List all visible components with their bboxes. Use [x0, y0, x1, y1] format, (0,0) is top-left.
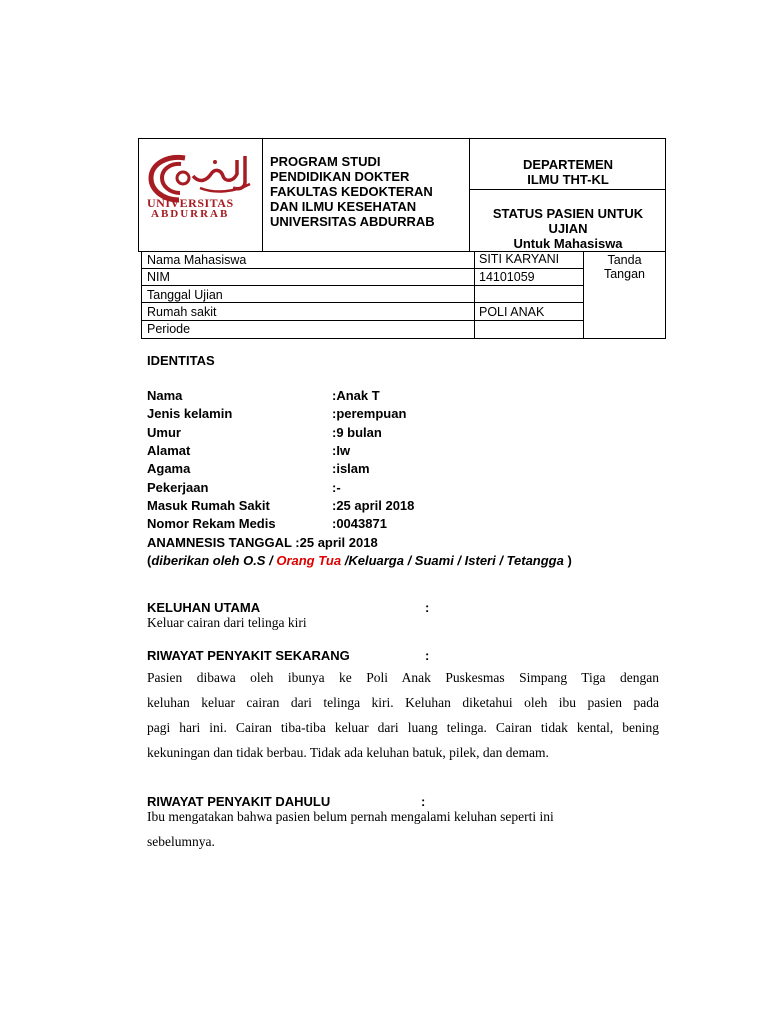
label-tanggal-ujian: Tanggal Ujian	[147, 288, 223, 302]
program-line: PENDIDIKAN DOKTER	[270, 169, 410, 184]
status-title	[470, 206, 666, 251]
value-nama-mahasiswa: SITI KARYANI	[479, 252, 560, 266]
field-value: :0043871	[332, 516, 387, 531]
signature-cell	[584, 253, 665, 281]
rpd-heading: RIWAYAT PENYAKIT DAHULU	[147, 794, 331, 809]
rps-line: kekuningan dan tidak berbau. Tidak ada keluhan batuk, pilek, dan demam.	[147, 745, 549, 760]
rps-line: pagi hari ini. Cairan tiba-tiba keluar dari luang telinga. Cairan tidak kental, bening	[147, 720, 659, 735]
logo-line-1: UNIVERSITAS	[147, 196, 234, 210]
field-label: Masuk Rumah Sakit	[147, 498, 270, 513]
paren-open: (	[147, 553, 152, 568]
signature-label: Tanda	[607, 253, 642, 267]
program-line: PROGRAM STUDI	[270, 154, 381, 169]
status-line: UJIAN	[548, 221, 588, 236]
program-line: UNIVERSITAS ABDURRAB	[270, 214, 435, 229]
source-text: diberikan oleh O.S /	[151, 553, 277, 568]
status-line: Untuk Mahasiswa	[513, 236, 623, 251]
field-label: Pekerjaan	[147, 480, 209, 495]
label-nim: NIM	[147, 270, 170, 284]
paren-close: )	[563, 553, 572, 568]
keluhan-utama-text: Keluar cairan dari telinga kiri	[147, 615, 307, 630]
field-label: Nomor Rekam Medis	[147, 516, 276, 531]
university-logo	[145, 150, 260, 220]
value-nim: 14101059	[479, 270, 535, 284]
keluhan-utama-heading: KELUHAN UTAMA	[147, 600, 261, 615]
program-line: FAKULTAS KEDOKTERAN	[270, 184, 433, 199]
value-rumah-sakit: POLI ANAK	[479, 305, 545, 319]
logo-line-2: ABDURRAB	[151, 208, 230, 220]
field-label: Umur	[147, 425, 181, 440]
program-line: DAN ILMU KESEHATAN	[270, 199, 417, 214]
signature-label: Tangan	[603, 267, 645, 281]
source-highlight: Orang Tua	[276, 553, 342, 568]
department-line: ILMU THT-KL	[527, 172, 609, 187]
label-rumah-sakit: Rumah sakit	[147, 305, 217, 319]
program-title	[270, 154, 435, 229]
field-value: :Iw	[332, 443, 351, 458]
rps-colon: :	[425, 648, 430, 663]
field-value: :Anak T	[332, 388, 380, 403]
rpd-line: Ibu mengatakan bahwa pasien belum pernah mengalami keluhan seperti ini	[147, 809, 554, 824]
field-value: :-	[332, 480, 341, 495]
field-label: Jenis kelamin	[147, 406, 233, 421]
field-value: :islam	[332, 461, 370, 476]
rps-heading: RIWAYAT PENYAKIT SEKARANG	[147, 648, 350, 663]
field-value: :9 bulan	[332, 425, 382, 440]
field-label: Alamat	[147, 443, 191, 458]
source-text: /Keluarga / Suami / Isteri / Tetangga	[341, 553, 564, 568]
anamnesis-date: ANAMNESIS TANGGAL :25 april 2018	[147, 535, 378, 550]
field-label: Agama	[147, 461, 191, 476]
rpd-line: sebelumnya.	[147, 834, 215, 849]
field-value: :25 april 2018	[332, 498, 415, 513]
field-value: :perempuan	[332, 406, 407, 421]
status-line: STATUS PASIEN UNTUK	[492, 206, 644, 221]
department-line: DEPARTEMEN	[522, 157, 614, 172]
label-periode: Periode	[147, 322, 191, 336]
department-title	[470, 157, 666, 187]
field-label: Nama	[147, 388, 183, 403]
keluhan-utama-colon: :	[425, 600, 430, 615]
rps-line: Pasien dibawa oleh ibunya ke Poli Anak Puskesmas Simpang Tiga dengan	[147, 670, 659, 685]
anamnesis-source	[147, 553, 572, 568]
rpd-colon: :	[421, 794, 426, 809]
rps-line: keluhan keluar cairan dari telinga kiri. Keluhan diketahui oleh ibu pasien pada	[147, 695, 659, 710]
identitas-heading: IDENTITAS	[147, 353, 215, 368]
label-nama-mahasiswa: Nama Mahasiswa	[147, 253, 247, 267]
